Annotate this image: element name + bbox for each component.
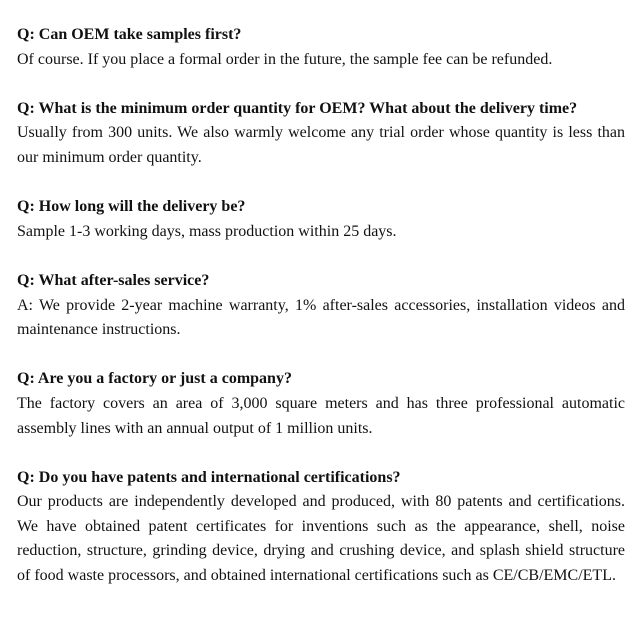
faq-document	[17, 23, 625, 613]
faq-item-delivery	[17, 195, 625, 244]
faq-question: Q: What is the minimum order quantity for OEM? What about the delivery time?	[17, 99, 578, 117]
faq-item-moq	[17, 97, 625, 171]
faq-item-after-sales	[17, 269, 625, 343]
faq-item-samples	[17, 23, 625, 72]
faq-answer: Of course. If you place a formal order in the future, the sample fee can be refunded.	[17, 50, 553, 68]
faq-question: Q: How long will the delivery be?	[17, 198, 246, 216]
faq-answer: Usually from 300 units. We also warmly welcome any trial order whose quantity is less than our minimum order quantity.	[17, 124, 625, 166]
faq-item-patents	[17, 466, 625, 589]
faq-question: Q: Do you have patents and international certifications?	[17, 468, 401, 486]
faq-answer: Our products are independently developed and produced, with 80 patents and certifications. We have obtained patent certificates for inventions such as the appearance, shell, noise reduction, structure, grinding device, drying and crushing device, and splash shield structure of food waste processors, and obtained international certifications such as CE/CB/EMC/ETL.	[17, 493, 625, 585]
faq-question: Q: Can OEM take samples first?	[17, 26, 242, 43]
faq-answer: A: We provide 2-year machine warranty, 1% after-sales accessories, installation videos and maintenance instructions.	[17, 296, 625, 339]
faq-item-factory	[17, 367, 625, 441]
faq-answer: Sample 1-3 working days, mass production within 25 days.	[17, 222, 397, 240]
faq-question: Q: Are you a factory or just a company?	[17, 370, 292, 388]
faq-question: Q: What after-sales service?	[17, 271, 210, 289]
faq-answer: The factory covers an area of 3,000 square meters and has three professional automatic assembly lines with an annual output of 1 million units.	[17, 394, 625, 437]
